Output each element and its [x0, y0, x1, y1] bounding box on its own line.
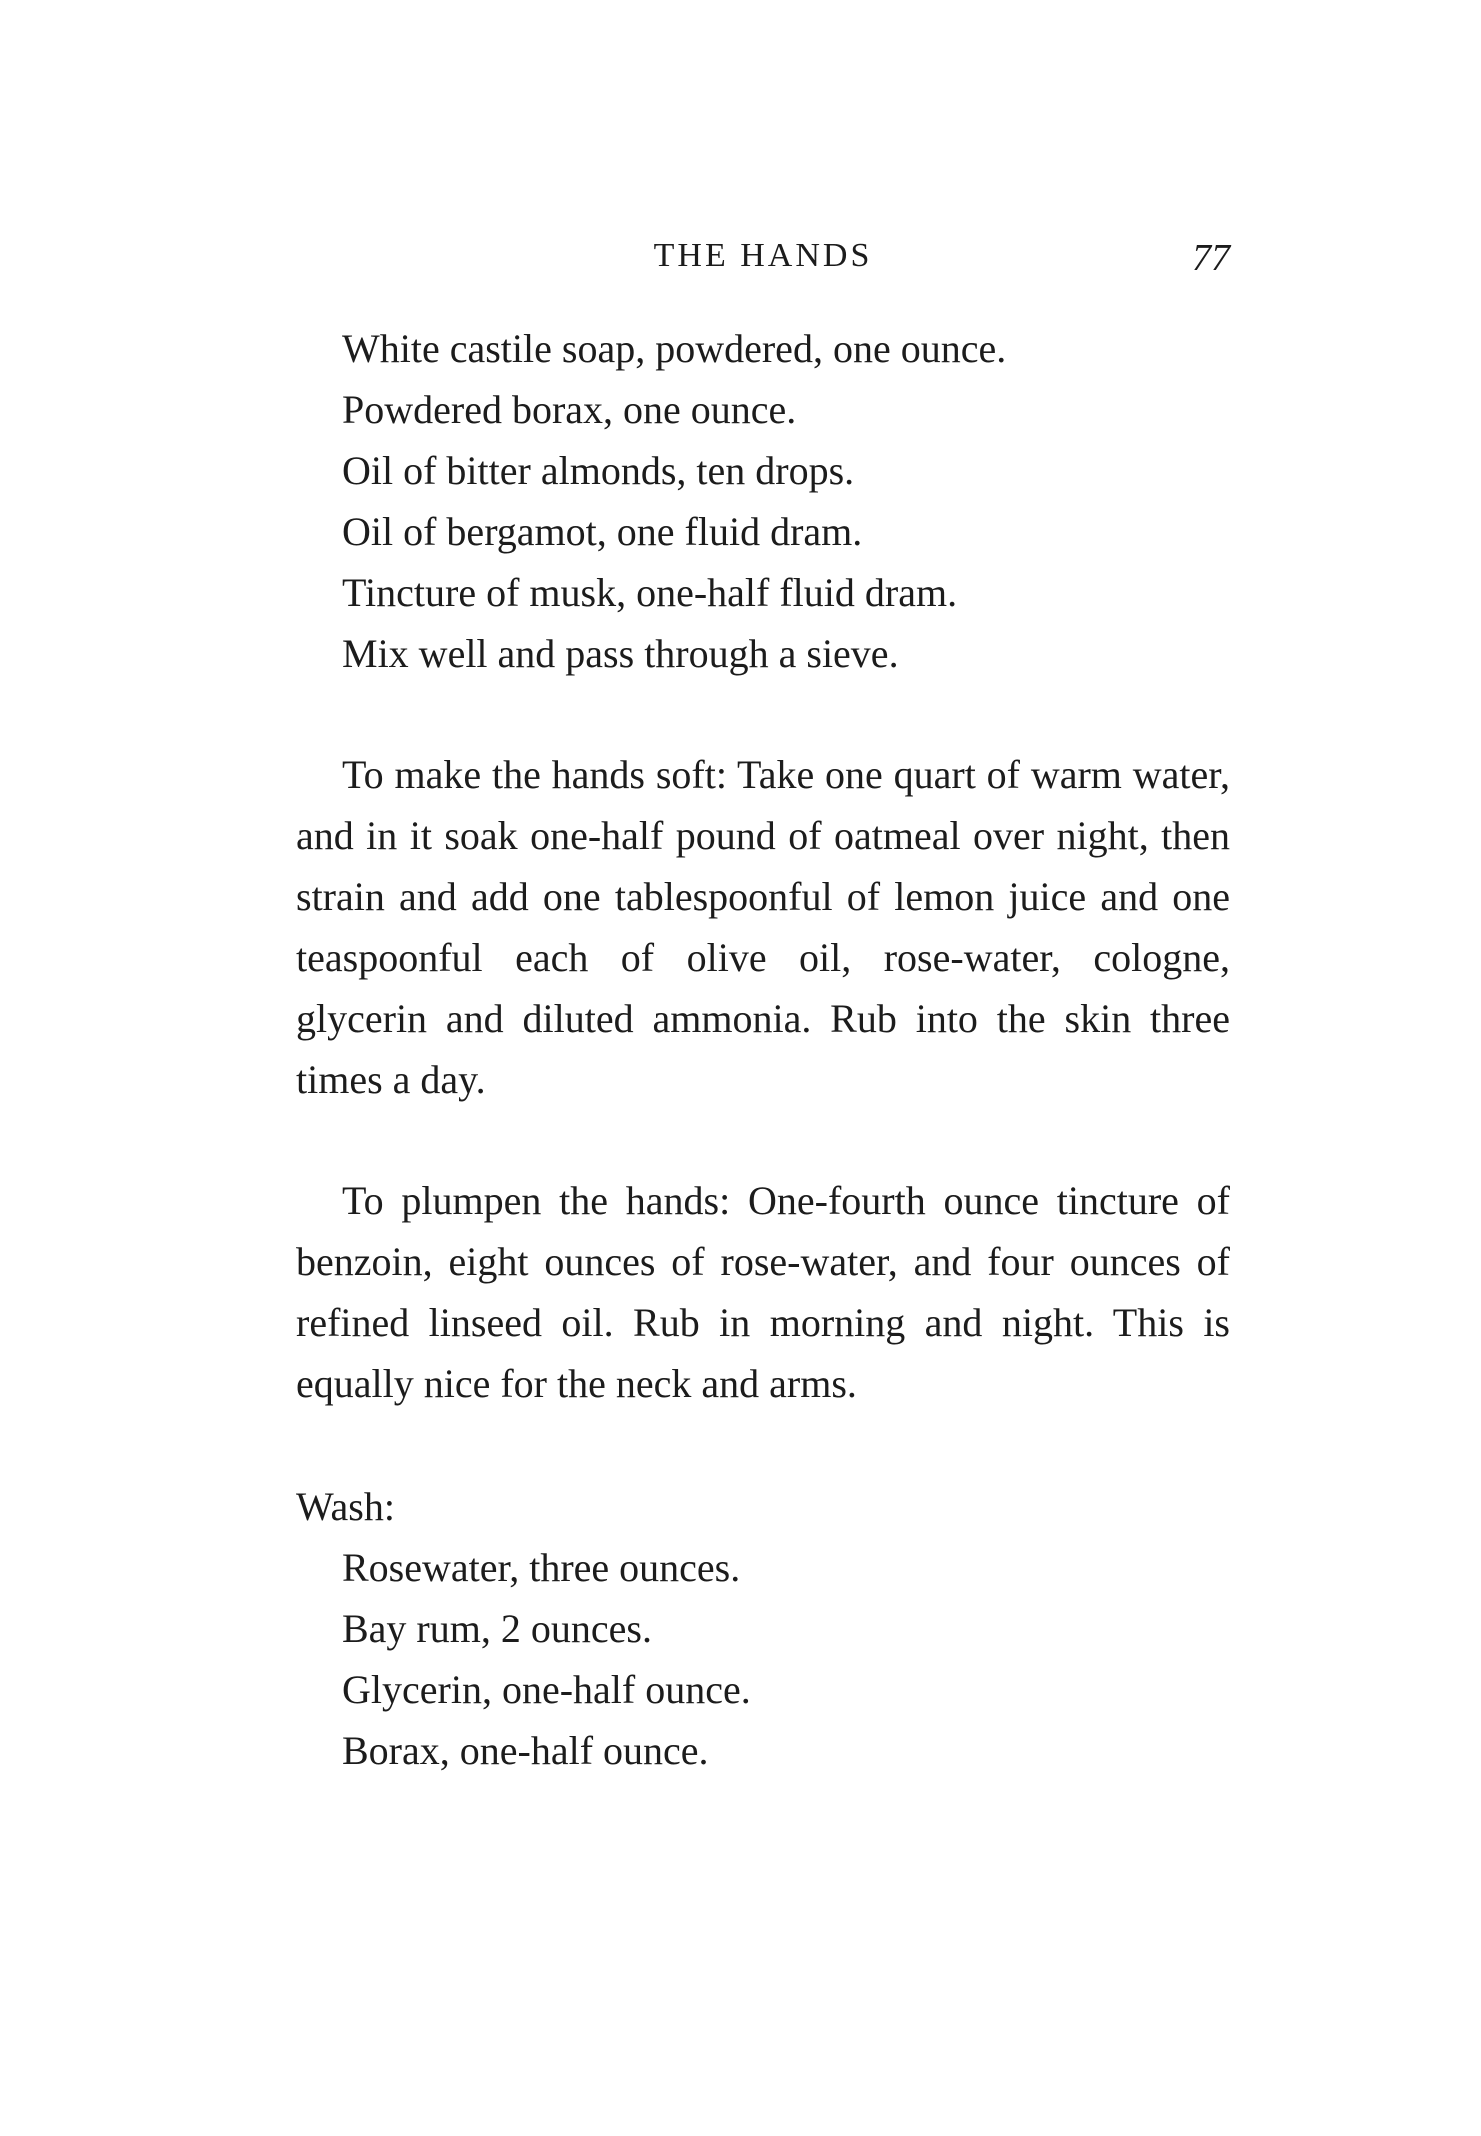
recipe-item: Bay rum, 2 ounces.	[342, 1606, 652, 1651]
wash-heading: Wash:	[296, 1484, 395, 1529]
paragraph-soft-hands: To make the hands soft: Take one quart of warm water, and in it soak one-half pound of oatmeal over night, then strain and add one tablespoonful of lemon juice and one teaspoonful each of olive oil, rose-water, cologne, glycerin and diluted ammonia. Rub into the skin three times a day.	[296, 752, 1230, 1102]
recipe-item: Tincture of musk, one-half fluid dram.	[342, 570, 958, 615]
recipe-list-soap	[296, 318, 1230, 684]
section-spacer	[296, 1414, 1230, 1476]
recipe-item: Rosewater, three ounces.	[342, 1545, 741, 1590]
page-number: 77	[1192, 237, 1230, 279]
page-header	[296, 232, 1230, 292]
section-spacer	[296, 1110, 1230, 1170]
recipe-item: Mix well and pass through a sieve.	[342, 631, 899, 676]
recipe-item: White castile soap, powdered, one ounce.	[342, 326, 1007, 371]
recipe-item: Glycerin, one-half ounce.	[342, 1667, 751, 1712]
recipe-item: Borax, one-half ounce.	[342, 1728, 709, 1773]
recipe-item: Oil of bitter almonds, ten drops.	[342, 448, 855, 493]
running-title: THE HANDS	[653, 237, 873, 274]
recipe-item: Powdered borax, one ounce.	[342, 387, 797, 432]
page-body	[296, 318, 1230, 1781]
section-spacer	[296, 684, 1230, 744]
paragraph-plumpen-hands: To plumpen the hands: One-fourth ounce tincture of benzoin, eight ounces of rose-water, and four ounces of refined linseed oil. Rub in morning and night. This is equally nice for the neck and arms.	[296, 1178, 1230, 1406]
recipe-list-wash	[296, 1537, 1230, 1781]
recipe-item: Oil of bergamot, one fluid dram.	[342, 509, 863, 554]
